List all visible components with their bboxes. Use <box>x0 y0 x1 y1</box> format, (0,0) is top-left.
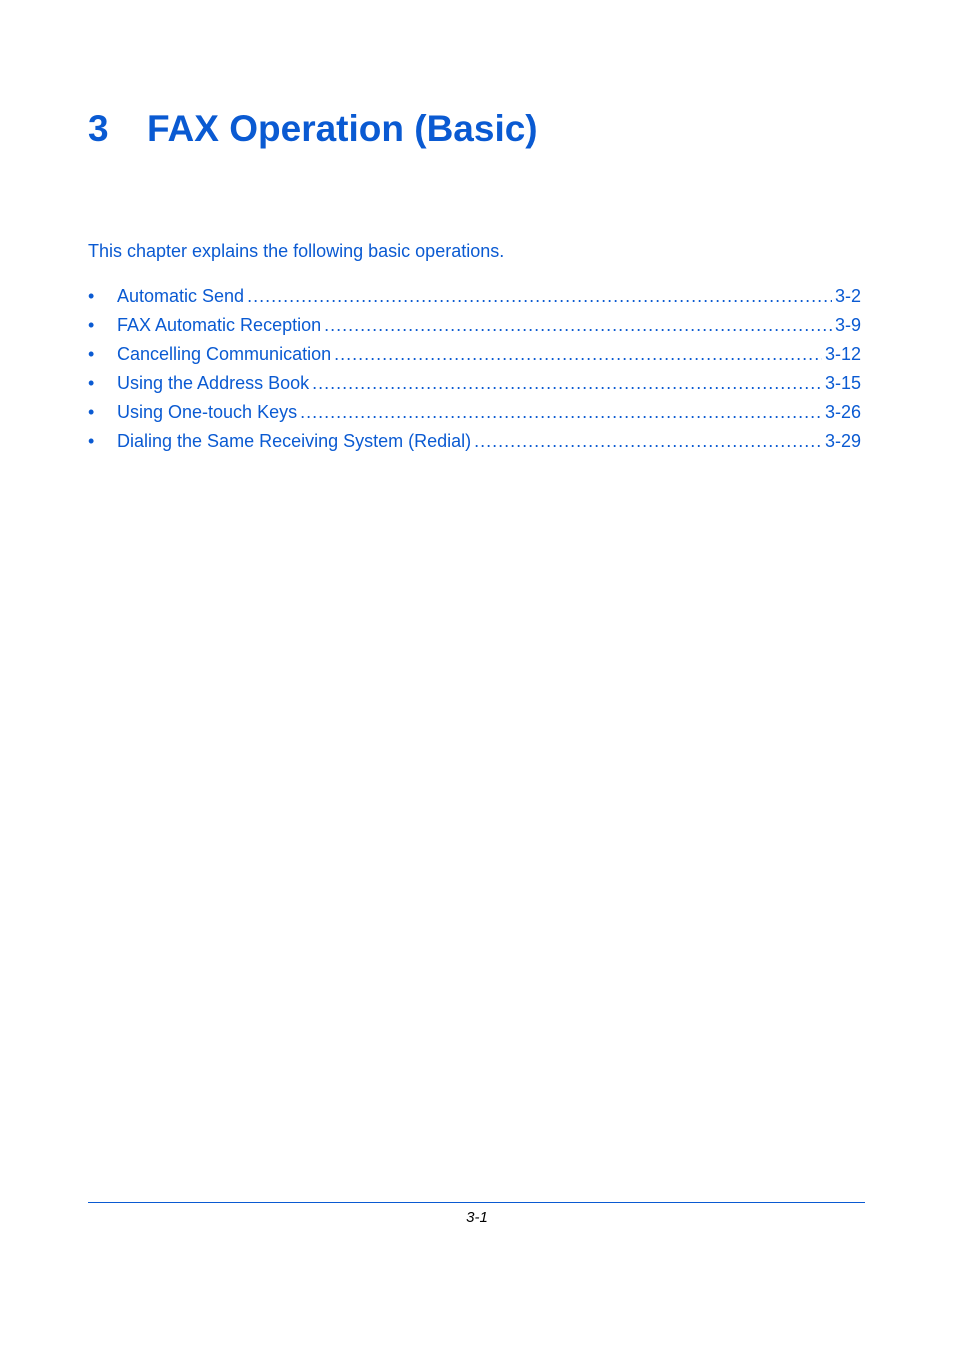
toc-item-page[interactable]: 3-15 <box>824 373 861 393</box>
bullet-icon: • <box>88 344 95 364</box>
toc-item-redial[interactable] <box>88 430 861 459</box>
toc-item-automatic-send[interactable] <box>88 285 861 314</box>
dot-leader <box>474 430 822 452</box>
toc-item-cancelling-communication[interactable] <box>88 343 861 372</box>
dot-leader <box>324 314 832 336</box>
bullet-icon: • <box>88 286 95 306</box>
dot-leader <box>300 401 822 423</box>
toc-item-title[interactable]: Using the Address Book <box>117 373 310 393</box>
toc-item-using-one-touch-keys[interactable] <box>88 401 861 430</box>
toc-item-title[interactable]: Cancelling Communication <box>117 344 332 364</box>
page-number: 3-1 <box>466 1209 488 1226</box>
dot-leader <box>334 343 822 365</box>
chapter-title: FAX Operation (Basic) <box>147 108 538 149</box>
bullet-icon: • <box>88 315 95 335</box>
chapter-heading <box>88 104 538 154</box>
toc-item-title[interactable]: Using One-touch Keys <box>117 402 298 422</box>
toc-item-title[interactable]: FAX Automatic Reception <box>117 315 322 335</box>
dot-leader <box>312 372 822 394</box>
toc-item-using-the-address-book[interactable] <box>88 372 861 401</box>
footer-divider <box>88 1202 865 1203</box>
toc-item-page[interactable]: 3-9 <box>834 315 861 335</box>
bullet-icon: • <box>88 373 95 393</box>
table-of-contents <box>88 285 861 459</box>
toc-item-page[interactable]: 3-2 <box>834 286 861 306</box>
intro-text: This chapter explains the following basic operations. <box>88 241 505 261</box>
toc-item-title[interactable]: Automatic Send <box>117 286 245 306</box>
chapter-number: 3 <box>88 108 109 149</box>
bullet-icon: • <box>88 431 95 451</box>
toc-item-title[interactable]: Dialing the Same Receiving System (Redial) <box>117 431 472 451</box>
toc-item-page[interactable]: 3-29 <box>824 431 861 451</box>
bullet-icon: • <box>88 402 95 422</box>
toc-item-page[interactable]: 3-26 <box>824 402 861 422</box>
toc-item-fax-automatic-reception[interactable] <box>88 314 861 343</box>
dot-leader <box>247 285 832 307</box>
toc-item-page[interactable]: 3-12 <box>824 344 861 364</box>
